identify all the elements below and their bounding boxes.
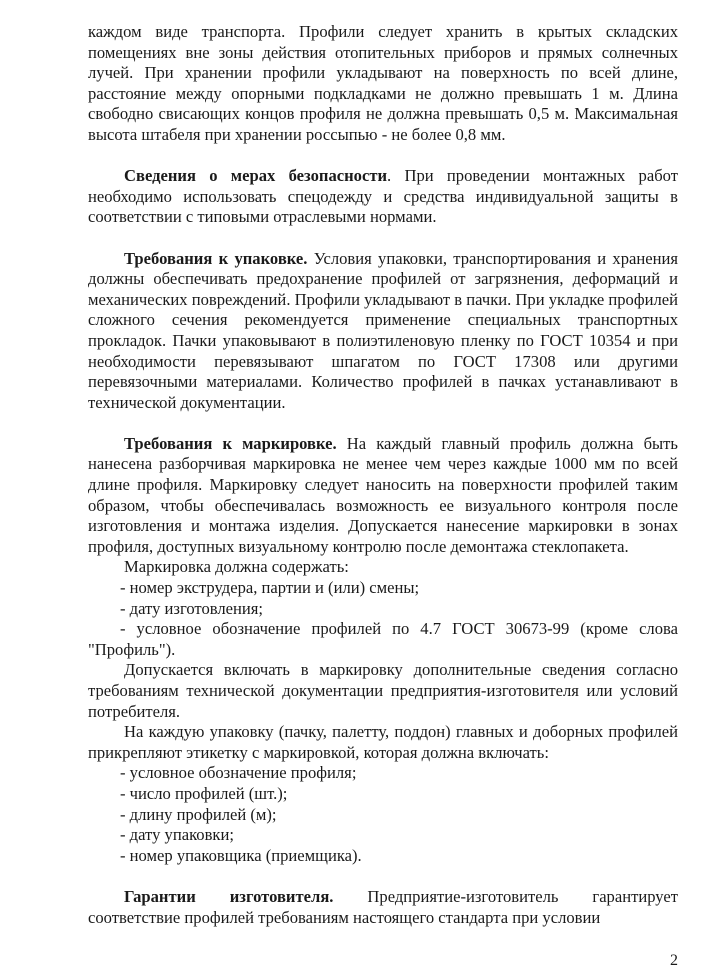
- list-item: - условное обозначение профиля;: [120, 763, 357, 783]
- list-item: - номер экструдера, партии и (или) смены;: [120, 578, 420, 598]
- list-item: - число профилей (шт.);: [120, 783, 288, 803]
- safety-heading: Сведения о мерах безопасности: [124, 166, 388, 186]
- marking-label-intro: На каждую упаковку (пачку, палетту, поддон) главных и доборных профилей прикрепляют этикетку с маркировкой, которая должна включать:: [88, 722, 678, 762]
- list-item: - длину профилей (м);: [120, 804, 277, 824]
- marking-contents-list: [88, 578, 678, 660]
- packaging-heading: Требования к упаковке.: [124, 248, 308, 268]
- storage-paragraph: каждом виде транспорта. Профили следует хранить в крытых складских помещениях вне зоны действия отопительных приборов и прямых солнечных лучей. При хранении профили укладывают на поверхность по всей длине, расстояние между опорными подкладками не должно превышать 1 м. Длина свободно свисающих концов профиля не должна превышать 0,5 м. Максимальная высота штабеля при хранении россыпью - не более 0,8 мм.: [88, 22, 678, 144]
- safety-paragraph: [88, 166, 678, 228]
- page-number: 2: [670, 952, 678, 969]
- marking-contents-intro: Маркировка должна содержать:: [124, 557, 349, 577]
- warranty-paragraph: [88, 887, 678, 928]
- document-body: [88, 22, 678, 928]
- safety-text: . При проведении монтажных работ необходимо использовать спецодежду и средства индивидуальной защиты в соответствии с типовыми отраслевыми нормами.: [88, 166, 678, 227]
- list-item: - дату упаковки;: [120, 825, 234, 845]
- warranty-heading: Гарантии изготовителя.: [124, 886, 334, 906]
- marking-text: На каждый главный профиль должна быть нанесена разборчивая маркировка не менее чем через каждые 1000 мм по всей длине профиля. Маркировку следует наносить на поверхности профилей таким образом, чтобы обеспечивалась возможность ее визуального контроля после изготовления и монтажа изделия. Допускается нанесение маркировки в зонах профиля, доступных визуальному контролю после демонтажа стеклопакета.: [88, 433, 678, 556]
- warranty-text: Предприятие-изготовитель гарантирует соответствие профилей требованиям настоящего стандарта при условии: [88, 886, 679, 927]
- packaging-paragraph: [88, 249, 678, 414]
- marking-heading: Требования к маркировке.: [124, 433, 337, 453]
- list-item: - номер упаковщика (приемщика).: [120, 845, 362, 865]
- marking-label-list: [88, 763, 678, 866]
- list-item: - условное обозначение профилей по 4.7 ГОСТ 30673-99 (кроме слова "Профиль").: [88, 619, 678, 659]
- marking-paragraph: [88, 434, 678, 558]
- packaging-text: Условия упаковки, транспортирования и хранения должны обеспечивать предохранение профилей от загрязнения, деформаций и механических повреждений. Профили укладывают в пачки. При укладке профилей сложного сечения рекомендуется применение специальных транспортных прокладок. Пачки упаковывают в полиэтиленовую пленку по ГОСТ 10354 и при необходимости перевязывают шпагатом по ГОСТ 17308 или другими перевязочными материалами. Количество профилей в пачках устанавливают в технической документации.: [88, 248, 678, 412]
- marking-extra-info: Допускается включать в маркировку дополнительные сведения согласно требованиям технической документации предприятия-изготовителя или условий потребителя.: [88, 660, 678, 721]
- list-item: - дату изготовления;: [120, 598, 264, 618]
